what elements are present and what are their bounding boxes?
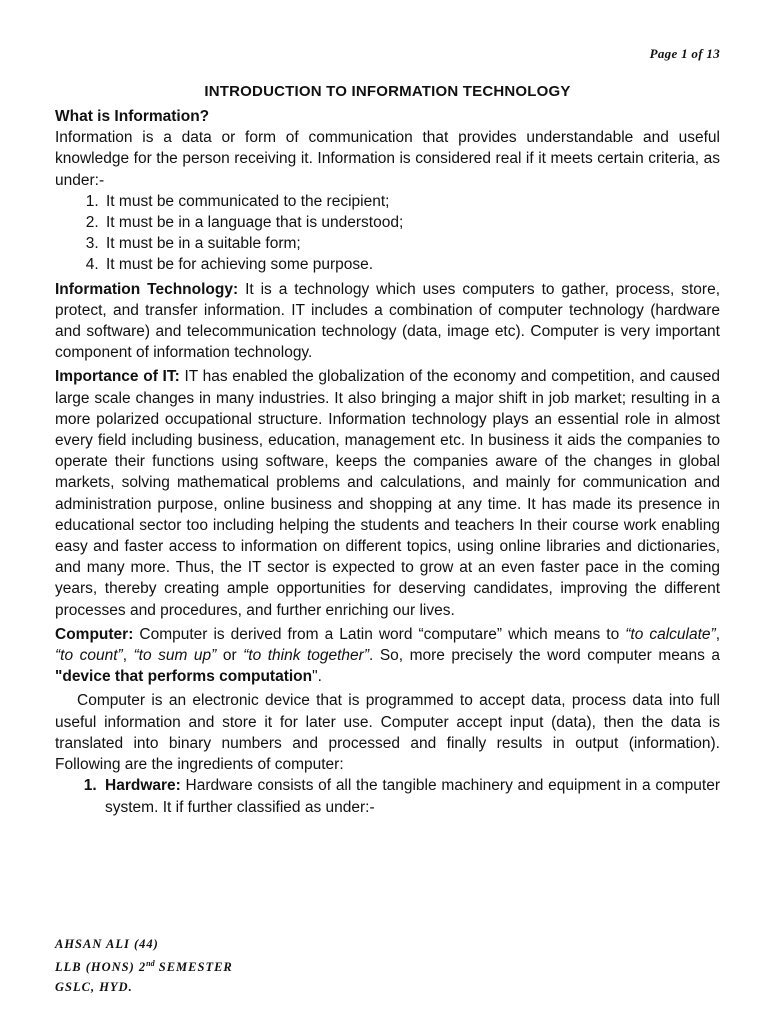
list-item: 1. It must be communicated to the recipient; xyxy=(103,191,720,212)
computer-text-a: Computer is derived from a Latin word “computare” which means to xyxy=(133,625,626,643)
quote-sum-up: “to sum up” xyxy=(133,647,217,665)
computer-paragraph-2: Computer is an electronic device that is programmed to accept data, process data into full useful information and store it for later use. Computer accept input (data), then the data is translated into binary numbers and processed and finally results in output (information). Following are the ingredients of computer: xyxy=(55,692,720,774)
author-footer xyxy=(55,934,233,997)
it-text: It is a technology which uses computers to gather, process, store, protect, and transfer information. IT includes a combination of computer technology (hardware and software) and telecommunication technology (data, image etc). Computer is very important component of information technology. xyxy=(55,280,721,362)
semester-text: SEMESTER xyxy=(154,960,233,975)
importance-text: IT has enabled the globalization of the economy and competition, and caused large scale changes in many industries. It also bringing a major shift in job market; resulting in a more polarized occupational structure. Information technology plays an essential role in almost every field including business, education, management etc. In business it aids the companies to operate their functions using software, keeps the companies aware of the changes in global markets, solving mathematical problems and calculations, and mainly for communication and administration purpose, online business and shopping at any time. It has made its presence in educational sector too including helping the students and teachers In their course work enabling easy and faster access to information on different topics, using online libraries and dictionaries, and many more. Thus, the IT sector is expected to grow at an even faster pace in the coming years, thereby creating ample opportunities for deserving candidates, improving the different processes and procedures, and further enriching our lives. xyxy=(55,368,720,619)
page-number: Page 1 of 13 xyxy=(649,46,720,61)
importance-label: Importance of IT: xyxy=(55,368,180,386)
program-superscript: nd xyxy=(146,959,155,968)
section-heading-information: What is Information? xyxy=(55,108,210,125)
it-label: Information Technology: xyxy=(55,280,239,298)
author-program xyxy=(55,954,233,977)
computer-paragraph xyxy=(55,624,720,688)
computer-text-b: . So, more precisely the word computer means a xyxy=(369,647,720,665)
document-page xyxy=(55,0,720,1024)
program-text: LLB (HONS) 2 xyxy=(55,960,147,975)
information-paragraph: Information is a data or form of communication that provides understandable and useful knowledge for the person receiving it. Information is considered real if it meets certain criteria, as under:- xyxy=(55,129,720,189)
author-name: AHSAN ALI (44) xyxy=(55,937,159,951)
separator: , xyxy=(715,625,720,643)
list-item: 4. It must be for achieving some purpose. xyxy=(103,254,720,275)
author-institute: GSLC, HYD. xyxy=(55,980,133,995)
criteria-list xyxy=(55,191,720,276)
quote-calculate: “to calculate” xyxy=(625,625,716,643)
importance-paragraph xyxy=(55,366,720,620)
computer-label: Computer: xyxy=(55,625,134,643)
ingredients-list xyxy=(55,775,720,817)
hardware-text: Hardware consists of all the tangible machinery and equipment in a computer system. It if further classified as under:- xyxy=(105,777,720,816)
hardware-label: Hardware: xyxy=(105,777,181,795)
computation-phrase: "device that performs computation xyxy=(55,668,313,686)
it-paragraph xyxy=(55,279,720,364)
list-item: 3. It must be in a suitable form; xyxy=(103,233,720,254)
separator: , xyxy=(122,647,134,665)
computer-end: ". xyxy=(312,668,322,686)
document-body xyxy=(55,106,720,818)
document-title: INTRODUCTION TO INFORMATION TECHNOLOGY xyxy=(204,83,571,100)
quote-count: “to count” xyxy=(55,647,123,665)
list-item xyxy=(101,775,720,817)
quote-think-together: “to think together” xyxy=(243,647,369,665)
list-item: 2. It must be in a language that is understood; xyxy=(103,212,720,233)
or-text: or xyxy=(216,647,244,665)
